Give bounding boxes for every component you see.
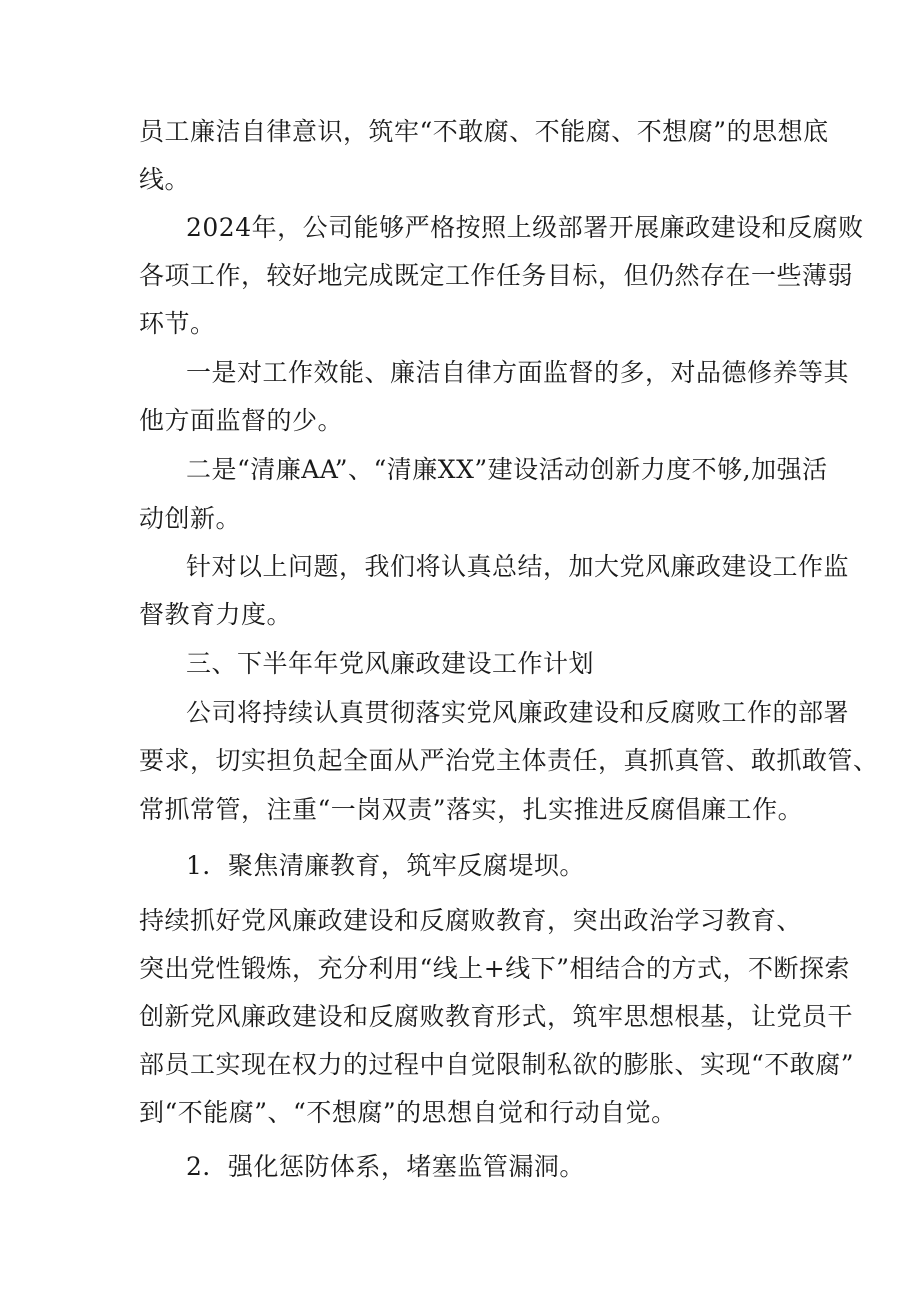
paragraph-line: 一是对工作效能、廉洁自律方面监督的多，对品德修养等其 [186, 358, 850, 387]
paragraph-line: 持续抓好党风廉政建设和反腐败教育，突出政治学习教育、 [139, 906, 803, 935]
paragraph-line: 到“不能腐”、“不想腐”的思想自觉和行动自觉。 [139, 1098, 677, 1127]
section-heading: 三、下半年年党风廉政建设工作计划 [186, 649, 595, 678]
paragraph-line: 各项工作，较好地完成既定工作任务目标，但仍然存在一些薄弱 [139, 261, 854, 290]
paragraph-line: 他方面监督的少。 [139, 406, 344, 435]
paragraph-line: 员工廉洁自律意识，筑牢“不敢腐、不能腐、不想腐”的思想底 [139, 117, 829, 146]
paragraph-line: 线。 [139, 165, 191, 194]
paragraph-line: 常抓常管，注重“一岗双责”落实，扎实推进反腐倡廉工作。 [139, 795, 804, 824]
paragraph-line: 针对以上问题，我们将认真总结，加大党风廉政建设工作监 [186, 552, 850, 581]
paragraph-line: 动创新。 [139, 504, 242, 533]
paragraph-line: 创新党风廉政建设和反腐败教育形式，筑牢思想根基，让党员干 [139, 1002, 854, 1031]
paragraph-line: 部员工实现在权力的过程中自觉限制私欲的膨胀、实现“不敢腐” [139, 1050, 855, 1079]
paragraph-line: 要求，切实担负起全面从严治党主体责任，真抓真管、敢抓敢管、 [139, 746, 879, 775]
subsection-heading: 1．聚焦清廉教育，筑牢反腐堤坝。 [186, 851, 585, 880]
paragraph-line: 二是“清廉AA”、“清廉XX”建设活动创新力度不够,加强活 [186, 455, 828, 484]
paragraph-line: 环节。 [139, 309, 216, 338]
paragraph-line: 突出党性锻炼，充分利用“线上+线下”相结合的方式，不断探索 [139, 954, 851, 983]
paragraph-line: 督教育力度。 [139, 600, 293, 629]
subsection-heading: 2．强化惩防体系，堵塞监管漏洞。 [186, 1152, 585, 1181]
paragraph-line: 2024年，公司能够严格按照上级部署开展廉政建设和反腐败 [186, 213, 864, 242]
paragraph-line: 公司将持续认真贯彻落实党风廉政建设和反腐败工作的部署 [186, 698, 850, 727]
